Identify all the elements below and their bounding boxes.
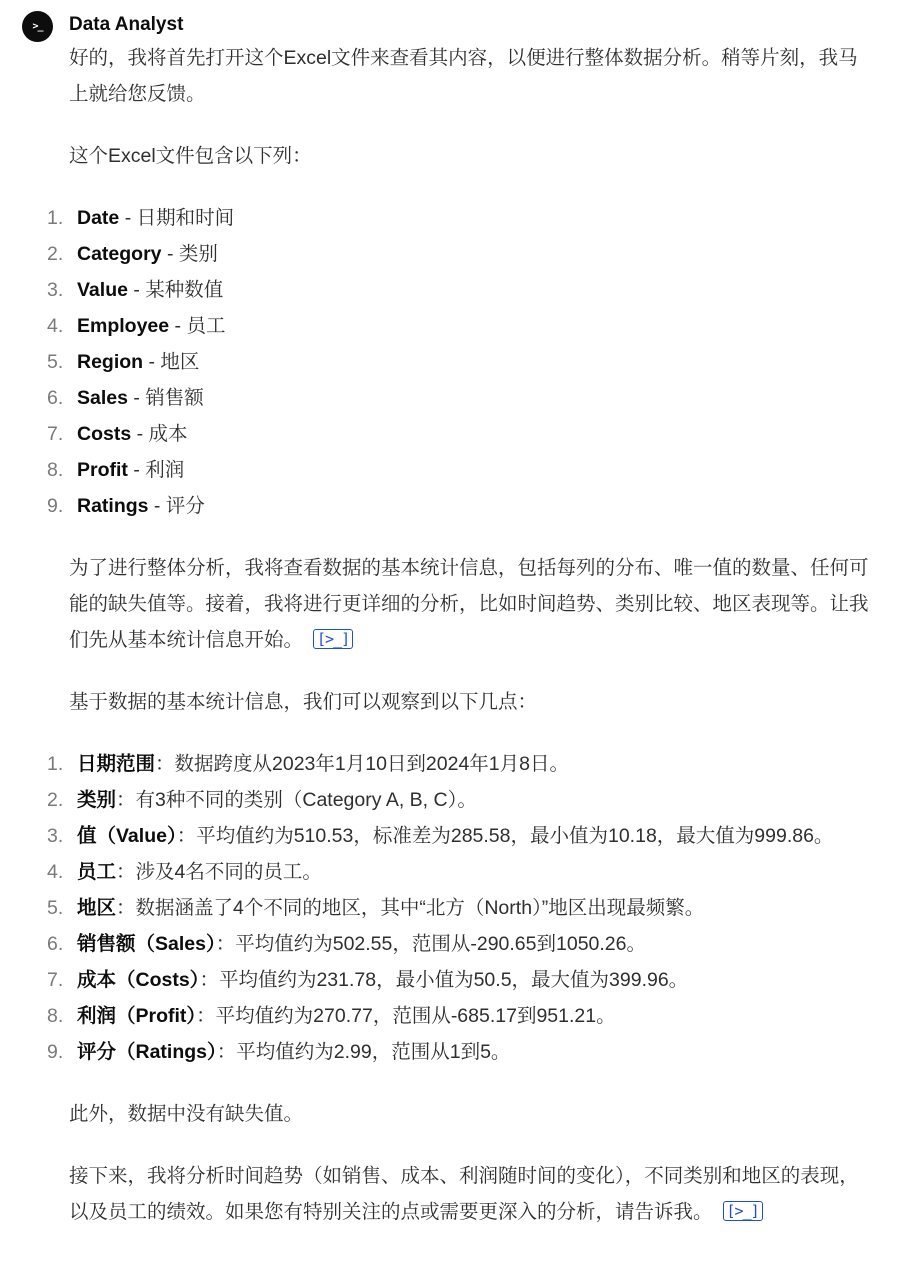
list-number: 8.	[47, 1005, 64, 1027]
list-number: 5.	[47, 351, 64, 373]
list-number: 7.	[47, 969, 64, 991]
list-number: 2.	[47, 243, 64, 265]
column-name: Region	[77, 351, 144, 373]
list-item	[47, 344, 869, 380]
stat-name: 销售额（Sales）	[77, 933, 216, 955]
list-number: 3.	[47, 279, 64, 301]
column-name: Category	[77, 243, 162, 265]
column-desc: - 销售额	[127, 387, 204, 409]
list-item	[47, 488, 869, 524]
list-item	[47, 818, 869, 854]
stat-name: 评分（Ratings）	[77, 1041, 217, 1063]
stat-name: 员工	[77, 861, 117, 883]
columns-intro: 这个Excel文件包含以下列：	[69, 145, 312, 167]
column-desc: - 成本	[131, 423, 188, 445]
column-name: Employee	[77, 315, 170, 337]
list-item	[47, 962, 869, 998]
code-interpreter-icon[interactable]: [>_]	[723, 1201, 763, 1221]
column-name: Ratings	[77, 495, 149, 517]
column-desc: - 类别	[161, 243, 218, 265]
list-item	[47, 380, 869, 416]
no-missing-paragraph: 此外，数据中没有缺失值。	[69, 1103, 304, 1125]
stat-name: 类别	[77, 789, 117, 811]
column-desc: - 地区	[143, 351, 200, 373]
stat-desc: ：平均值约为2.99，范围从1到5。	[216, 1041, 511, 1063]
list-item	[47, 236, 869, 272]
stat-desc: ：平均值约为510.53，标准差为285.58，最小值为10.18，最大值为999.86。	[176, 825, 834, 847]
stat-name: 日期范围	[77, 753, 156, 775]
list-number: 6.	[47, 387, 64, 409]
list-number: 9.	[47, 1041, 64, 1063]
stat-name: 值（Value）	[77, 825, 177, 847]
list-item	[47, 782, 869, 818]
stat-desc: ：平均值约为270.77，范围从-685.17到951.21。	[196, 1005, 616, 1027]
assistant-avatar	[22, 11, 53, 42]
plan-paragraph	[69, 550, 869, 658]
list-item	[47, 1034, 869, 1070]
intro-paragraph: 好的，我将首先打开这个Excel文件来查看其内容，以便进行整体数据分析。稍等片刻，我马上就给您反馈。	[69, 47, 858, 105]
list-number: 3.	[47, 825, 64, 847]
column-name: Value	[77, 279, 128, 301]
column-desc: - 员工	[169, 315, 226, 337]
list-number: 1.	[47, 207, 64, 229]
list-item	[47, 200, 869, 236]
list-item	[47, 890, 869, 926]
author-name: Data Analyst	[69, 14, 184, 35]
list-number: 2.	[47, 789, 64, 811]
list-item	[47, 452, 869, 488]
stats-intro: 基于数据的基本统计信息，我们可以观察到以下几点：	[69, 691, 538, 713]
list-number: 4.	[47, 315, 64, 337]
message-content	[47, 40, 869, 1230]
stat-desc: ：有3种不同的类别（Category A, B, C）。	[116, 789, 477, 811]
column-desc: - 日期和时间	[119, 207, 235, 229]
column-name: Profit	[77, 459, 128, 481]
stat-desc: ：平均值约为231.78，最小值为50.5，最大值为399.96。	[199, 969, 689, 991]
stat-desc: ：数据涵盖了4个不同的地区，其中“北方（North）”地区出现最频繁。	[116, 897, 705, 919]
column-desc: - 评分	[148, 495, 205, 517]
column-desc: - 利润	[127, 459, 185, 481]
stat-desc: ：平均值约为502.55，范围从-290.65到1050.26。	[215, 933, 646, 955]
list-number: 8.	[47, 459, 64, 481]
list-item	[47, 746, 869, 782]
plan-text: 为了进行整体分析，我将查看数据的基本统计信息，包括每列的分布、唯一值的数量、任何可能的缺失值等。接着，我将进行更详细的分析，比如时间趋势、类别比较、地区表现等。让我们先从基本统计信息开始。	[69, 557, 869, 651]
list-item	[47, 926, 869, 962]
stats-list	[47, 746, 869, 1070]
list-item	[47, 998, 869, 1034]
stat-desc: ：涉及4名不同的员工。	[116, 861, 322, 883]
column-name: Sales	[77, 387, 128, 409]
code-interpreter-icon[interactable]: [>_]	[313, 629, 353, 649]
stat-name: 成本（Costs）	[77, 969, 200, 991]
next-steps-text: 接下来，我将分析时间趋势（如销售、成本、利润随时间的变化），不同类别和地区的表现，以及员工的绩效。如果您有特别关注的点或需要更深入的分析，请告诉我。	[69, 1165, 859, 1223]
list-number: 6.	[47, 933, 64, 955]
stat-name: 利润（Profit）	[77, 1005, 197, 1027]
next-steps-paragraph	[69, 1158, 869, 1230]
list-item	[47, 272, 869, 308]
column-desc: - 某种数值	[127, 279, 224, 301]
list-item	[47, 308, 869, 344]
column-name: Costs	[77, 423, 132, 445]
list-number: 4.	[47, 861, 64, 883]
stat-desc: ：数据跨度从2023年1月10日到2024年1月8日。	[155, 753, 570, 775]
list-number: 9.	[47, 495, 64, 517]
column-name: Date	[77, 207, 120, 229]
list-item	[47, 416, 869, 452]
list-number: 7.	[47, 423, 64, 445]
list-item	[47, 854, 869, 890]
terminal-prompt-icon: >_	[32, 21, 43, 32]
stat-name: 地区	[77, 897, 117, 919]
columns-list	[47, 200, 869, 524]
list-number: 1.	[47, 753, 64, 775]
list-number: 5.	[47, 897, 64, 919]
